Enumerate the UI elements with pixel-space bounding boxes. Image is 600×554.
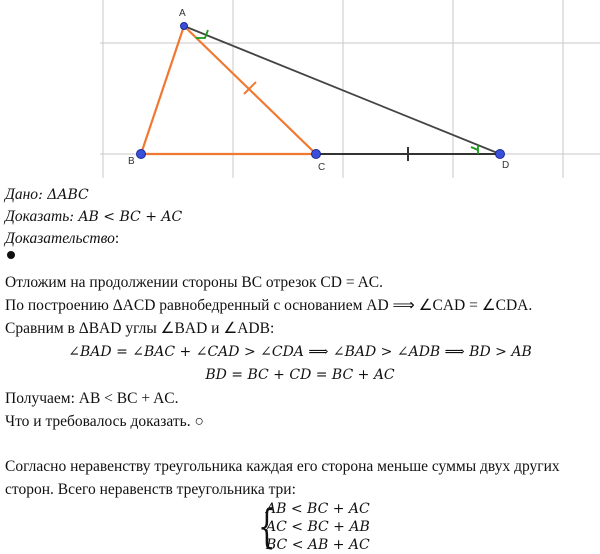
paragraph-line-1: Согласно неравенству треугольника каждая его сторона меньше суммы двух других: [5, 458, 560, 475]
proof-heading: [5, 229, 119, 248]
proof-label: Доказательство: [5, 230, 115, 247]
point-a: [181, 23, 188, 30]
step3: Сравним в ΔBAD углы ∠BAD и ∠ADB:: [5, 320, 275, 337]
inequality-2: AC < BC + AB: [266, 519, 370, 535]
point-c: [312, 150, 321, 159]
bullet-icon: [7, 251, 15, 259]
point-b: [137, 150, 146, 159]
point-d: [496, 150, 505, 159]
formula-1: ∠BAD = ∠BAC + ∠CAD > ∠CDA ⟹ ∠BAD > ∠ADB ⟹ BD > AB: [68, 344, 532, 360]
inequality-3: BC < AB + AC: [266, 537, 370, 553]
prove-label: Доказать: [5, 208, 70, 225]
grid: [100, 0, 600, 178]
prove-line: [5, 207, 182, 227]
given-value: : ΔABC: [38, 187, 89, 203]
result-line: Получаем: AB < BC + AC.: [5, 390, 179, 407]
given-line: [5, 185, 89, 205]
label-b: B: [128, 156, 135, 167]
tick-ac: [244, 82, 256, 94]
formula-2: BD = BC + CD = BC + AC: [205, 367, 395, 383]
angle-mark-d: [471, 145, 478, 154]
label-d: D: [502, 160, 510, 171]
segment-ab: [141, 26, 184, 154]
segment-ac: [184, 26, 316, 154]
paragraph-line-2: сторон. Всего неравенств треугольника три:: [5, 481, 296, 498]
step2: По построению ΔACD равнобедренный с основанием AD ⟹ ∠CAD = ∠CDA.: [5, 297, 533, 314]
prove-value: : AB < BC + AC: [69, 209, 183, 225]
proof-colon: :: [114, 230, 120, 247]
step1: Отложим на продолжении стороны BC отрезок CD = AC.: [5, 274, 384, 291]
label-a: A: [179, 8, 186, 19]
qed-line: Что и требовалось доказать. ○: [5, 413, 204, 430]
inequality-1: AB < BC + AC: [266, 501, 370, 517]
given-label: Дано: [5, 186, 39, 203]
label-c: C: [318, 162, 326, 173]
brace-icon: {: [258, 499, 276, 553]
triangle-figure: [0, 0, 600, 180]
